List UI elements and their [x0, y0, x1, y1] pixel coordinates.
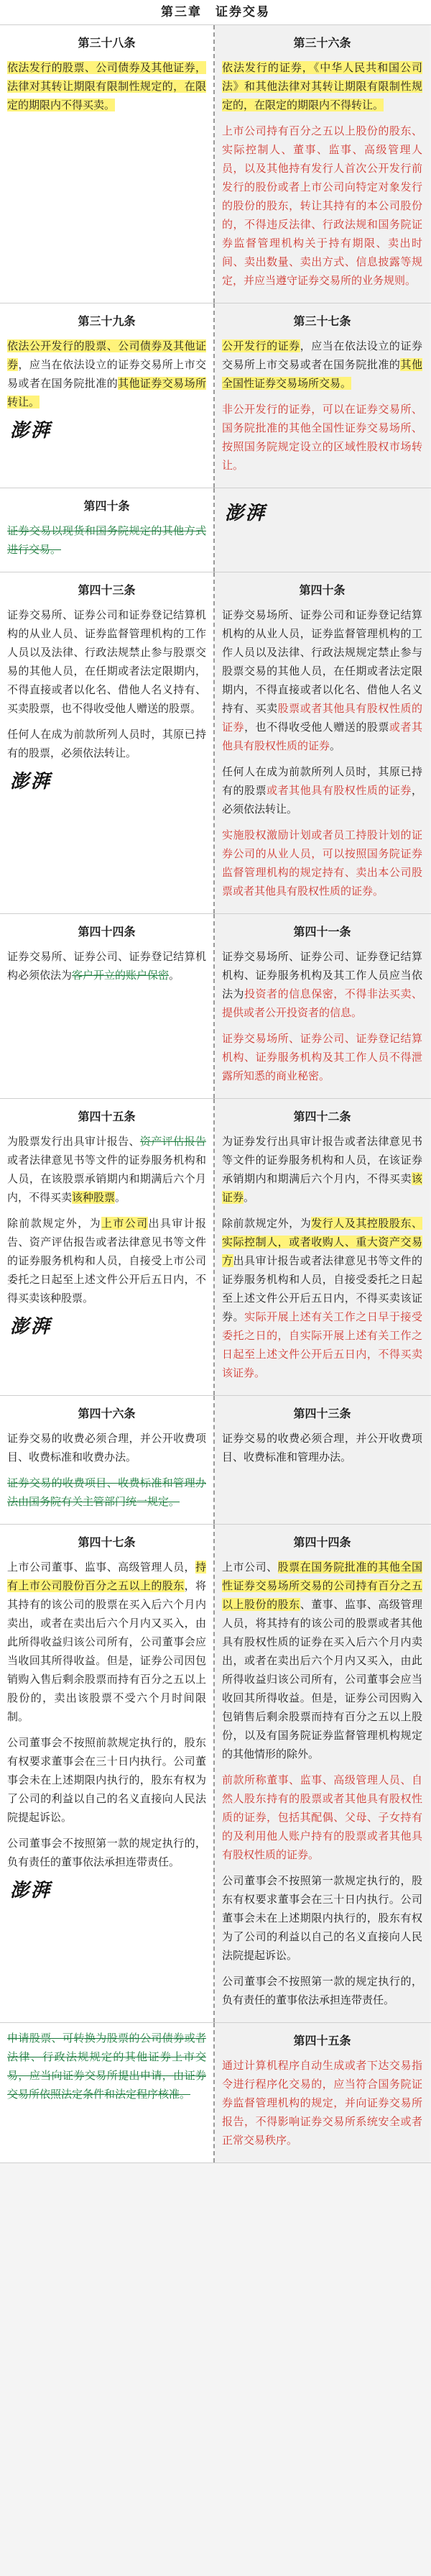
article-paragraph [7, 58, 206, 114]
text: 为证券发行出具审计报告或者法律意见书等文件的证券服务机构和人员，在该证券承销期内和期满后六个月内，不得买卖 [222, 1135, 422, 1185]
article-paragraph [7, 2029, 206, 2104]
highlighted-text: 上市公司 [101, 1217, 149, 1230]
text: 。 [244, 1191, 255, 1204]
article-row [0, 914, 431, 1099]
added-text: 投资者的信息保密，不得非法买卖、提供或者公开投资者的信息。 [222, 987, 422, 1019]
article-row [0, 303, 431, 488]
article-number: 第四十三条 [293, 1407, 351, 1420]
text: 任何人在成为前款所列人员时，其原已持有的股票，必须依法转让。 [7, 728, 206, 759]
new-law-column [215, 1396, 430, 1524]
article-paragraph [222, 1972, 422, 2009]
article-number: 第四十四条 [293, 1535, 351, 1549]
article-row [0, 25, 431, 303]
highlighted-text: 依法发行的股票、公司债券及其他证券，法律对其转让期限有限制性规定的，在限定的期限内不得买卖。 [7, 61, 206, 111]
article-number: 第三十七条 [293, 314, 351, 328]
text: ，也不得收受他人赠送的股票 [244, 721, 389, 734]
text: 或者法律意见书等文件的证券服务机构和人员，在该股票承销期内和期满后六个月内，不得买卖 [7, 1154, 206, 1204]
old-law-column [0, 572, 215, 913]
article-paragraph [222, 1771, 422, 1864]
article-paragraph [222, 122, 422, 290]
text: 公司董事会不按照第一款的规定执行的，负有责任的董事依法承担连带责任。 [222, 1975, 422, 2006]
text: 公司董事会不按照第一款的规定执行的，负有责任的董事依法承担连带责任。 [7, 1837, 206, 1868]
article-row [0, 1099, 431, 1396]
watermark-logo: 澎湃 [225, 503, 267, 524]
article-paragraph [7, 1834, 206, 1871]
added-text: 实际开展上述有关工作之日早于接受委托之日的，自实际开展上述有关工作之日起至上述文件公开后五日内，不得买卖该证券。 [222, 1310, 422, 1379]
deleted-text: 资产评估报告 [139, 1135, 206, 1148]
added-text: 股票或者其他具有股权性质的证券 [222, 702, 422, 734]
article-paragraph [222, 1029, 422, 1085]
text: ，应当在依法设立的证券交易所上市交易或者在国务院批准的 [7, 358, 206, 390]
text: 出具审计报告、资产评估报告或者法律意见书等文件的证券服务机构和人员，自接受上市公司委托之日起至上述文件公开后五日内，不得买卖该种股票。 [7, 1217, 206, 1305]
added-text: 前款所称董事、监事、高级管理人员、自然人股东持有的股票或者其他具有股权性质的证券，包括其配偶、父母、子女持有的及利用他人账户持有的股票或者其他具有股权性质的证券。 [222, 1773, 422, 1861]
text: 证券交易的收费必须合理，并公开收费项目、收费标准和收费办法。 [7, 1432, 206, 1463]
added-text: 非公开发行的证券，可以在证券交易所、国务院批准的其他全国性证券交易场所、按照国务院规定设立的区域性股权市场转让。 [222, 403, 422, 472]
highlighted-text: 其他全国性证券交易场所交易。 [222, 358, 422, 390]
deleted-text: 客户开立的账户保密 [72, 969, 170, 982]
text: 除前款规定外，为 [222, 1217, 312, 1230]
text: 除前款规定外，为 [7, 1217, 101, 1230]
text: 任何人在成为前款所列人员时，其原已持有的股票 [222, 765, 422, 797]
deleted-text: 申请股票、可转换为股票的公司债券或者法律、行政法规规定的其他证券上市交易，应当向证券交易所提出申请，由证券交易所依照法定条件和法定程序核准。 [7, 2032, 206, 2101]
article-row [0, 572, 431, 914]
new-law-column [215, 25, 430, 303]
highlighted-text: 其他证券交易场所转让。 [7, 377, 206, 408]
deleted-text: 证券交易的收费项目、收费标准和管理办法由国务院有关主管部门统一规定。 [7, 1476, 206, 1508]
old-law-column [0, 488, 215, 572]
article-comparison-table [0, 25, 431, 2163]
article-paragraph [7, 521, 206, 559]
text: ，将其持有的该公司的股票在买入后六个月内卖出，或者在卖出后六个月内又买入，由此所得收益归该公司所有，公司董事会应当收回其所得收益。但是，证券公司因包销购入售后剩余股票而持有百分之五以上股份的，卖出该股票不受六个月时间限制。 [7, 1579, 206, 1723]
text: 证券交易的收费必须合理，并公开收费项目、收费标准和管理办法。 [222, 1432, 422, 1463]
article-number: 第四十四条 [78, 925, 136, 938]
deleted-text: 证券交易以现货和国务院规定的其他方式进行交易。 [7, 524, 206, 556]
article-number: 第三十八条 [78, 36, 136, 50]
text: 证券交易场所、证券公司和证券登记结算机构的从业人员，证券监督管理机构的工作人员以及法律、行政法规规定禁止参与股票交易的其他人员，在任期或者法定限期内，不得直接或者以化名、借他人名义持有、买卖 [222, 608, 422, 715]
article-paragraph [7, 337, 206, 411]
highlighted-text: 股票在国务院批准的其他全国性证券交易场所交易的公司持有百分之五以上股份的股东 [222, 1561, 422, 1611]
article-paragraph [7, 1429, 206, 1466]
text: 证券交易场所、证券公司、证券登记结算机构、证券服务机构及其工作人员应当依法为 [222, 950, 422, 1000]
text: 出具审计报告或者法律意见书等文件的证券服务机构和人员，自接受委托之日起至上述文件公开后五日内，不得买卖该证券。 [222, 1254, 422, 1323]
old-law-column [0, 25, 215, 303]
watermark-logo: 澎湃 [10, 771, 52, 793]
text: 上市公司、 [222, 1561, 278, 1574]
new-law-column [215, 1525, 430, 2022]
article-paragraph [222, 762, 422, 818]
text: 。 [115, 1191, 126, 1204]
article-row [0, 2023, 431, 2163]
new-law-column [215, 303, 430, 488]
article-number: 第三十九条 [78, 314, 136, 328]
text: ，应当在依法设立的证券交易所上市交易或者在国务院批准的 [222, 339, 422, 371]
article-number: 第四十七条 [78, 1535, 136, 1549]
article-paragraph [222, 1871, 422, 1965]
article-paragraph [222, 1214, 422, 1382]
chapter-title: 第三章 证券交易 [0, 0, 431, 25]
article-number: 第四十三条 [78, 583, 136, 597]
added-text: 实施股权激励计划或者员工持股计划的证券公司的从业人员，可以按照国务院证券监督管理机构的规定持有、卖出本公司股票或者其他具有股权性质的证券。 [222, 828, 422, 898]
article-row [0, 488, 431, 572]
watermark-logo: 澎湃 [10, 1880, 52, 1901]
added-text: 通过计算机程序自动生成或者下达交易指令进行程序化交易的，应当符合国务院证券监督管理机构的规定，并向证券交易所报告，不得影响证券交易所系统安全或者正常交易秩序。 [222, 2059, 422, 2147]
new-law-column [215, 2023, 430, 2162]
watermark-logo: 澎湃 [10, 1316, 52, 1338]
highlighted-text: 发行人及其控股股东、实际控制人，或者收购人、重大资产交易方 [222, 1217, 422, 1267]
article-paragraph [7, 1214, 206, 1307]
new-law-column [215, 488, 430, 572]
article-row [0, 1525, 431, 2023]
text: 为股票发行出具审计报告、 [7, 1135, 140, 1148]
text: 上市公司董事、监事、高级管理人员， [7, 1561, 195, 1574]
watermark-logo: 澎湃 [10, 420, 52, 442]
added-text: 或者其他具有股权性质的证券 [267, 784, 412, 797]
old-law-column [0, 1396, 215, 1524]
article-paragraph [222, 826, 422, 900]
article-paragraph [222, 1132, 422, 1207]
highlighted-text: 依法发行的证券，《中华人民共和国公司法》和其他法律对其转让期限有限制性规定的，在限定的期限内不得转让。 [222, 61, 422, 111]
text: 。 [169, 969, 180, 982]
text: 、董事、监事、高级管理人员，将其持有的该公司的股票或者其他具有股权性质的证券在买入后六个月内卖出，或者在卖出后六个月内又买入，由此所得收益归该公司所有，公司董事会应当收回其所得收益。但是，证券公司因购入包销售后剩余股票而持有百分之五以上股份，以及有国务院证券监督管理机构规定的其他情形的除外。 [222, 1598, 422, 1760]
article-number: 第四十五条 [293, 2034, 351, 2047]
article-number: 第四十一条 [293, 925, 351, 938]
text: 证券交易所、证券公司、证券登记结算机构必须依法为 [7, 950, 206, 982]
article-number: 第四十条 [299, 583, 346, 597]
highlighted-text: 该证券 [222, 1172, 422, 1204]
article-paragraph [7, 1733, 206, 1827]
old-law-column [0, 914, 215, 1098]
old-law-column [0, 1099, 215, 1395]
text: ，必须依法转让。 [222, 784, 422, 816]
article-paragraph [222, 1558, 422, 1763]
article-number: 第四十五条 [78, 1110, 136, 1123]
old-law-column [0, 2023, 215, 2162]
highlighted-text: 持有上市公司股份百分之五以上的股东 [7, 1561, 206, 1592]
highlighted-text: 该种股票 [72, 1191, 116, 1204]
new-law-column [215, 1099, 430, 1395]
article-number: 第三十六条 [293, 36, 351, 50]
added-text: 证券交易场所、证券公司、证券登记结算机构、证券服务机构及其工作人员不得泄露所知悉的商业秘密。 [222, 1032, 422, 1082]
article-paragraph [222, 947, 422, 1022]
article-paragraph [7, 1132, 206, 1207]
article-paragraph [222, 2056, 422, 2150]
article-paragraph [7, 725, 206, 762]
article-paragraph [222, 337, 422, 393]
article-paragraph [222, 1429, 422, 1466]
added-text: 或者其他具有股权性质的证券 [222, 721, 422, 752]
highlighted-text: 依法公开发行的股票、公司债券及其他证券 [7, 339, 206, 371]
article-paragraph [7, 1474, 206, 1511]
text: 证券交易所、证券公司和证券登记结算机构的从业人员、证券监督管理机构的工作人员以及法律、行政法规禁止参与股票交易的其他人员，在任期或者法定限期内，不得直接或者以化名、借他人名义持有、买卖股票，也不得收受他人赠送的股票。 [7, 608, 206, 715]
article-row [0, 1396, 431, 1525]
text: 公司董事会不按照第一款规定执行的，股东有权要求董事会在三十日内执行。公司董事会未在上述期限内执行的，股东有权为了公司的利益以自己的名义直接向人民法院提起诉讼。 [222, 1874, 422, 1962]
added-text: 上市公司持有百分之五以上股份的股东、实际控制人、董事、监事、高级管理人员，以及其他持有发行人首次公开发行前发行的股份或者上市公司向特定对象发行的股份的股东，转让其持有的本公司股份的，不得违反法律、行政法规和国务院证券监督管理机构关于持有期限、卖出时间、卖出数量、卖出方式、信息披露等规定，并应当遵守证券交易所的业务规则。 [222, 124, 422, 287]
article-paragraph [222, 400, 422, 475]
article-paragraph [7, 1558, 206, 1726]
article-number: 第四十六条 [78, 1407, 136, 1420]
old-law-column [0, 1525, 215, 2022]
highlighted-text: 公开发行的证券 [222, 339, 300, 352]
article-number: 第四十条 [83, 499, 130, 513]
article-number: 第四十二条 [293, 1110, 351, 1123]
article-paragraph [222, 58, 422, 114]
article-paragraph [7, 947, 206, 985]
text: 公司董事会不按照前款规定执行的，股东有权要求董事会在三十日内执行。公司董事会未在上述期限内执行的，股东有权为了公司的利益以自己的名义直接向人民法院提起诉讼。 [7, 1736, 206, 1824]
text: 。 [330, 739, 341, 752]
article-paragraph [7, 606, 206, 718]
new-law-column [215, 914, 430, 1098]
article-paragraph [222, 606, 422, 755]
new-law-column [215, 572, 430, 913]
old-law-column [0, 303, 215, 488]
